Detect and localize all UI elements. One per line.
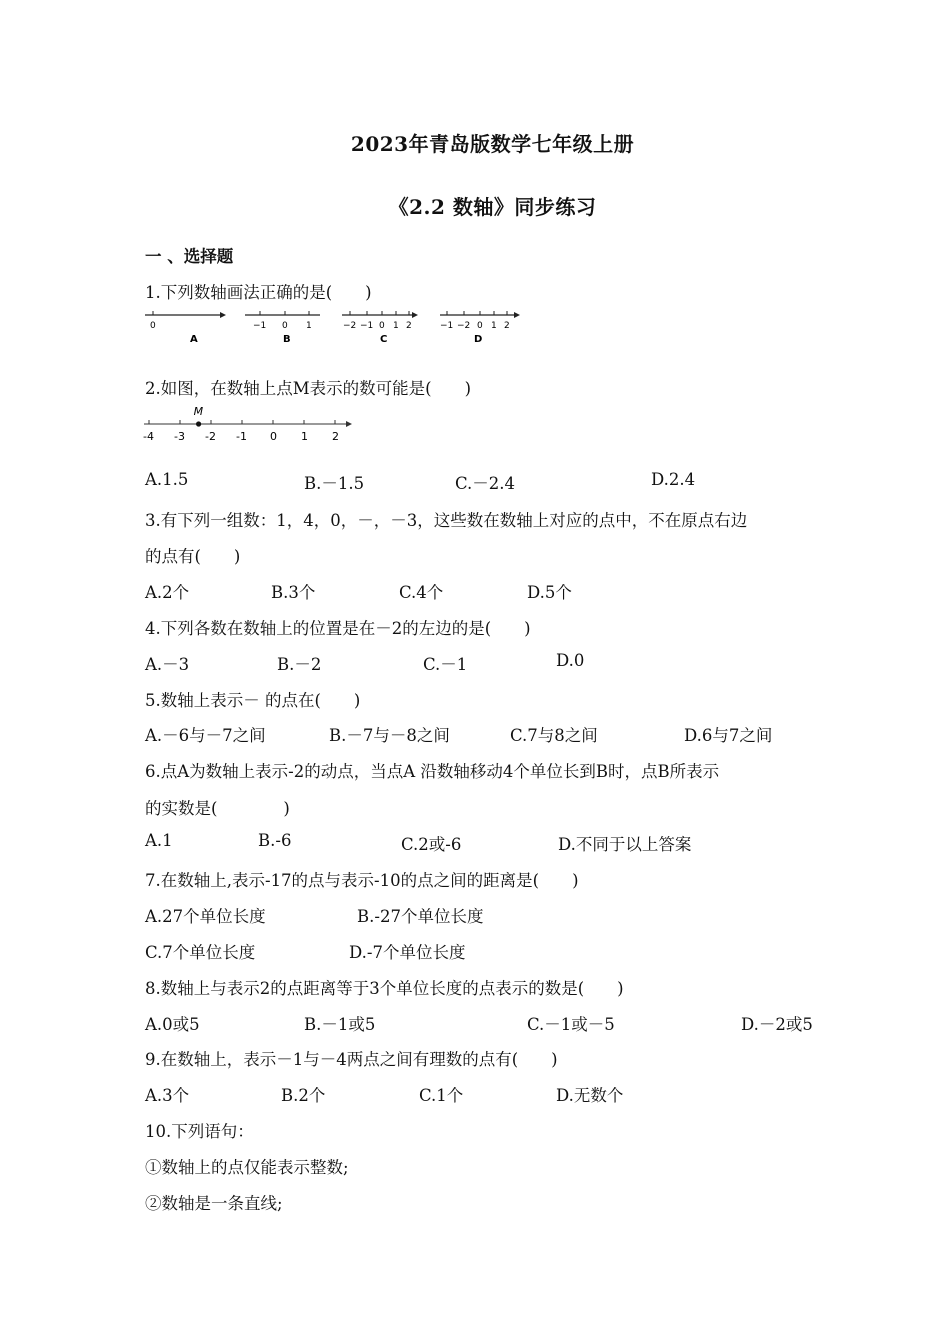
q8-option-d: D.－2或5	[741, 1015, 813, 1034]
q1-figure-b-tick-label: 0	[282, 321, 288, 331]
question-10-stem: 10.下列语句：	[145, 1122, 254, 1141]
q2-tick-label: 1	[301, 430, 308, 443]
q1-figures	[140, 306, 530, 348]
document-subtitle: 《2.2 数轴》同步练习	[388, 195, 597, 219]
q6-option-c: C.2或-6	[401, 835, 462, 854]
q1-figure-c-tick-label: 1	[393, 321, 399, 331]
q2-tick-label: 0	[270, 430, 277, 443]
q2-tick-label: -4	[143, 430, 154, 443]
q1-figure-c-letter: C	[380, 334, 388, 345]
q10-statement-2: ②数轴是一条直线;	[145, 1194, 283, 1213]
question-5-stem: 5.数轴上表示－ 的点在( )	[145, 691, 361, 710]
question-7-stem: 7.在数轴上,表示-17的点与表示-10的点之间的距离是( )	[145, 871, 579, 890]
q1-figure-c	[342, 311, 418, 345]
q9-option-d: D.无数个	[556, 1086, 624, 1105]
question-3-stem-line-1: 3.有下列一组数：1，4，0，－，－3，这些数在数轴上对应的点中，不在原点右边	[145, 511, 748, 530]
q6-option-a: A.1	[145, 831, 173, 850]
q6-option-d: D.不同于以上答案	[558, 835, 692, 854]
q1-figure-d	[440, 311, 520, 345]
q2-number-line	[140, 402, 360, 446]
q1-figure-c-tick-label: −1	[360, 321, 374, 331]
q1-figure-d-letter: D	[474, 334, 483, 345]
q3-option-b: B.3个	[271, 583, 316, 602]
q2-tick-label: -3	[174, 430, 185, 443]
q4-option-b: B.－2	[277, 655, 322, 674]
q1-figure-a-label: 0	[150, 321, 156, 331]
section-heading: 一 、选择题	[145, 247, 234, 266]
q1-figure-b-tick-label: 1	[306, 321, 312, 331]
q1-figure-d-tick-label: −1	[440, 321, 454, 331]
q2-option-b: B.－1.5	[304, 474, 365, 493]
q5-option-a: A.－6与－7之间	[145, 726, 266, 745]
q2-point-m-label: M	[193, 405, 204, 418]
q1-figure-a-letter: A	[190, 334, 198, 345]
q7-option-a: A.27个单位长度	[145, 907, 266, 926]
q1-figure-c-tick-label: −2	[343, 321, 357, 331]
q1-figure-a	[145, 311, 226, 345]
question-6-stem-line-2: 的实数是( )	[145, 799, 290, 818]
q2-point-m	[196, 421, 201, 426]
q10-statement-1: ①数轴上的点仅能表示整数;	[145, 1158, 349, 1177]
q4-option-d: D.0	[556, 651, 585, 670]
question-6-stem-line-1: 6.点A为数轴上表示-2的动点，当点A 沿数轴移动4个单位长到B时，点B所表示	[145, 762, 720, 781]
q6-option-b: B.-6	[258, 831, 292, 850]
question-8-stem: 8.数轴上与表示2的点距离等于3个单位长度的点表示的数是( )	[145, 979, 624, 998]
q9-option-a: A.3个	[145, 1086, 190, 1105]
q3-option-d: D.5个	[527, 583, 572, 602]
q1-figure-d-tick-label: 1	[491, 321, 497, 331]
question-2-stem: 2.如图，在数轴上点M表示的数可能是( )	[145, 379, 472, 398]
question-3-stem-line-2: 的点有( )	[145, 547, 241, 566]
q8-option-b: B.－1或5	[304, 1015, 376, 1034]
question-4-stem: 4.下列各数在数轴上的位置是在－2的左边的是( )	[145, 619, 531, 638]
q2-option-c: C.－2.4	[455, 474, 516, 493]
q2-tick-label: -2	[205, 430, 216, 443]
q2-tick-label: 2	[332, 430, 339, 443]
question-9-stem: 9.在数轴上，表示－1与－4两点之间有理数的点有( )	[145, 1050, 558, 1069]
q3-option-c: C.4个	[399, 583, 444, 602]
q8-option-a: A.0或5	[145, 1015, 200, 1034]
q2-option-d: D.2.4	[651, 470, 696, 489]
q8-option-c: C.－1或－5	[527, 1015, 615, 1034]
q1-figure-d-tick-label: 2	[504, 321, 510, 331]
q5-option-b: B.－7与－8之间	[329, 726, 450, 745]
q1-figure-b	[245, 311, 320, 345]
question-1-stem: 1.下列数轴画法正确的是( )	[145, 283, 372, 302]
q3-option-a: A.2个	[145, 583, 190, 602]
q5-option-d: D.6与7之间	[684, 726, 773, 745]
q9-option-b: B.2个	[281, 1086, 326, 1105]
q1-figure-b-letter: B	[283, 334, 291, 345]
q1-figure-c-tick-label: 0	[379, 321, 385, 331]
q4-option-a: A.－3	[145, 655, 190, 674]
q4-option-c: C.－1	[423, 655, 468, 674]
q1-figure-d-tick-label: −2	[457, 321, 471, 331]
q1-figure-c-tick-label: 2	[406, 321, 412, 331]
q1-figure-b-tick-label: −1	[253, 321, 267, 331]
q1-figure-d-tick-label: 0	[477, 321, 483, 331]
q7-option-c: C.7个单位长度	[145, 943, 256, 962]
document-title: 2023年青岛版数学七年级上册	[350, 132, 635, 156]
q7-option-b: B.-27个单位长度	[357, 907, 484, 926]
q5-option-c: C.7与8之间	[510, 726, 598, 745]
q2-option-a: A.1.5	[145, 470, 189, 489]
q7-option-d: D.-7个单位长度	[349, 943, 466, 962]
q9-option-c: C.1个	[419, 1086, 464, 1105]
q2-tick-label: -1	[236, 430, 247, 443]
